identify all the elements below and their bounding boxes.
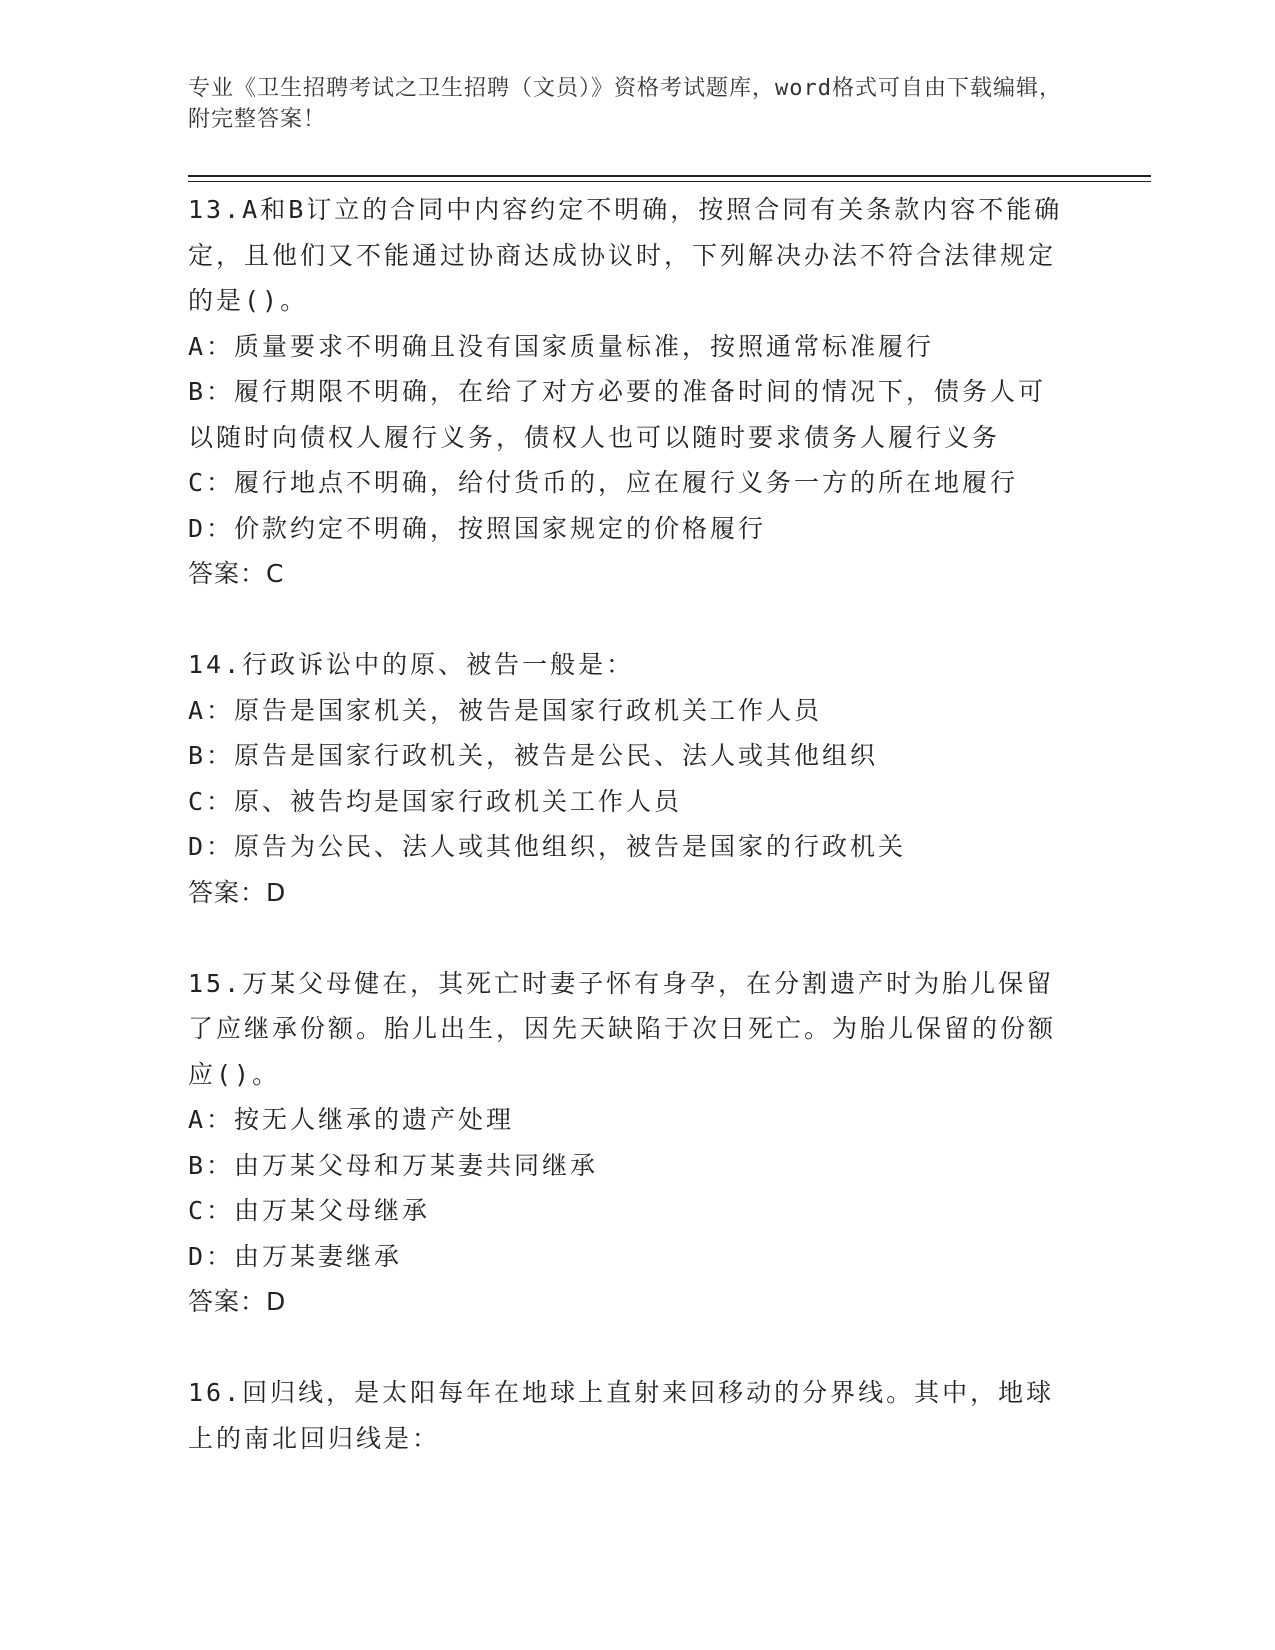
question-13 <box>188 187 1068 597</box>
option-a: A：质量要求不明确且没有国家质量标准，按照通常标准履行 <box>188 331 935 361</box>
question-stem: 16.回归线，是太阳每年在地球上直射来回移动的分界线。其中，地球上的南北回归线是： <box>188 1378 1055 1453</box>
question-15 <box>188 961 1068 1325</box>
question-list <box>188 187 1068 1507</box>
option-c: C：由万某父母继承 <box>188 1196 431 1225</box>
question-14 <box>188 642 1068 915</box>
option-a: A：按无人继承的遗产处理 <box>188 1105 515 1134</box>
header-divider-thick <box>188 175 1151 177</box>
option-c: C：原、被告均是国家行政机关工作人员 <box>188 786 683 816</box>
question-16 <box>188 1370 1068 1461</box>
question-stem: 13.A和B订立的合同中内容约定不明确，按照合同有关条款内容不能确定，且他们又不能通过协商达成协议时，下列解决办法不符合法律规定的是()。 <box>188 195 1063 315</box>
option-d: D：原告为公民、法人或其他组织，被告是国家的行政机关 <box>188 832 907 861</box>
option-b: B：由万某父母和万某妻共同继承 <box>188 1150 599 1180</box>
option-b: B：原告是国家行政机关，被告是公民、法人或其他组织 <box>188 741 879 770</box>
option-c: C：履行地点不明确，给付货币的，应在履行义务一方的所在地履行 <box>188 468 1019 497</box>
question-stem: 15.万某父母健在，其死亡时妻子怀有身孕，在分割遗产时为胎儿保留了应继承份额。胎儿出生，因先天缺陷于次日死亡。为胎儿保留的份额应()。 <box>188 968 1057 1089</box>
option-d: D：价款约定不明确，按照国家规定的价格履行 <box>188 513 767 543</box>
option-a: A：原告是国家机关，被告是国家行政机关工作人员 <box>188 695 823 725</box>
answer: 答案：D <box>188 1287 287 1316</box>
option-b: B：履行期限不明确，在给了对方必要的准备时间的情况下，债务人可以随时向债权人履行义务，债权人也可以随时要求债务人履行义务 <box>188 377 1047 452</box>
option-d: D：由万某妻继承 <box>188 1241 403 1271</box>
document-header: 专业《卫生招聘考试之卫生招聘（文员）》资格考试题库，word格式可自由下载编辑，附完整答案！ <box>188 76 1062 132</box>
header-divider-thin <box>188 181 1151 182</box>
answer: 答案：C <box>188 559 285 588</box>
answer: 答案：D <box>188 877 287 907</box>
question-stem: 14.行政诉讼中的原、被告一般是： <box>188 650 635 679</box>
